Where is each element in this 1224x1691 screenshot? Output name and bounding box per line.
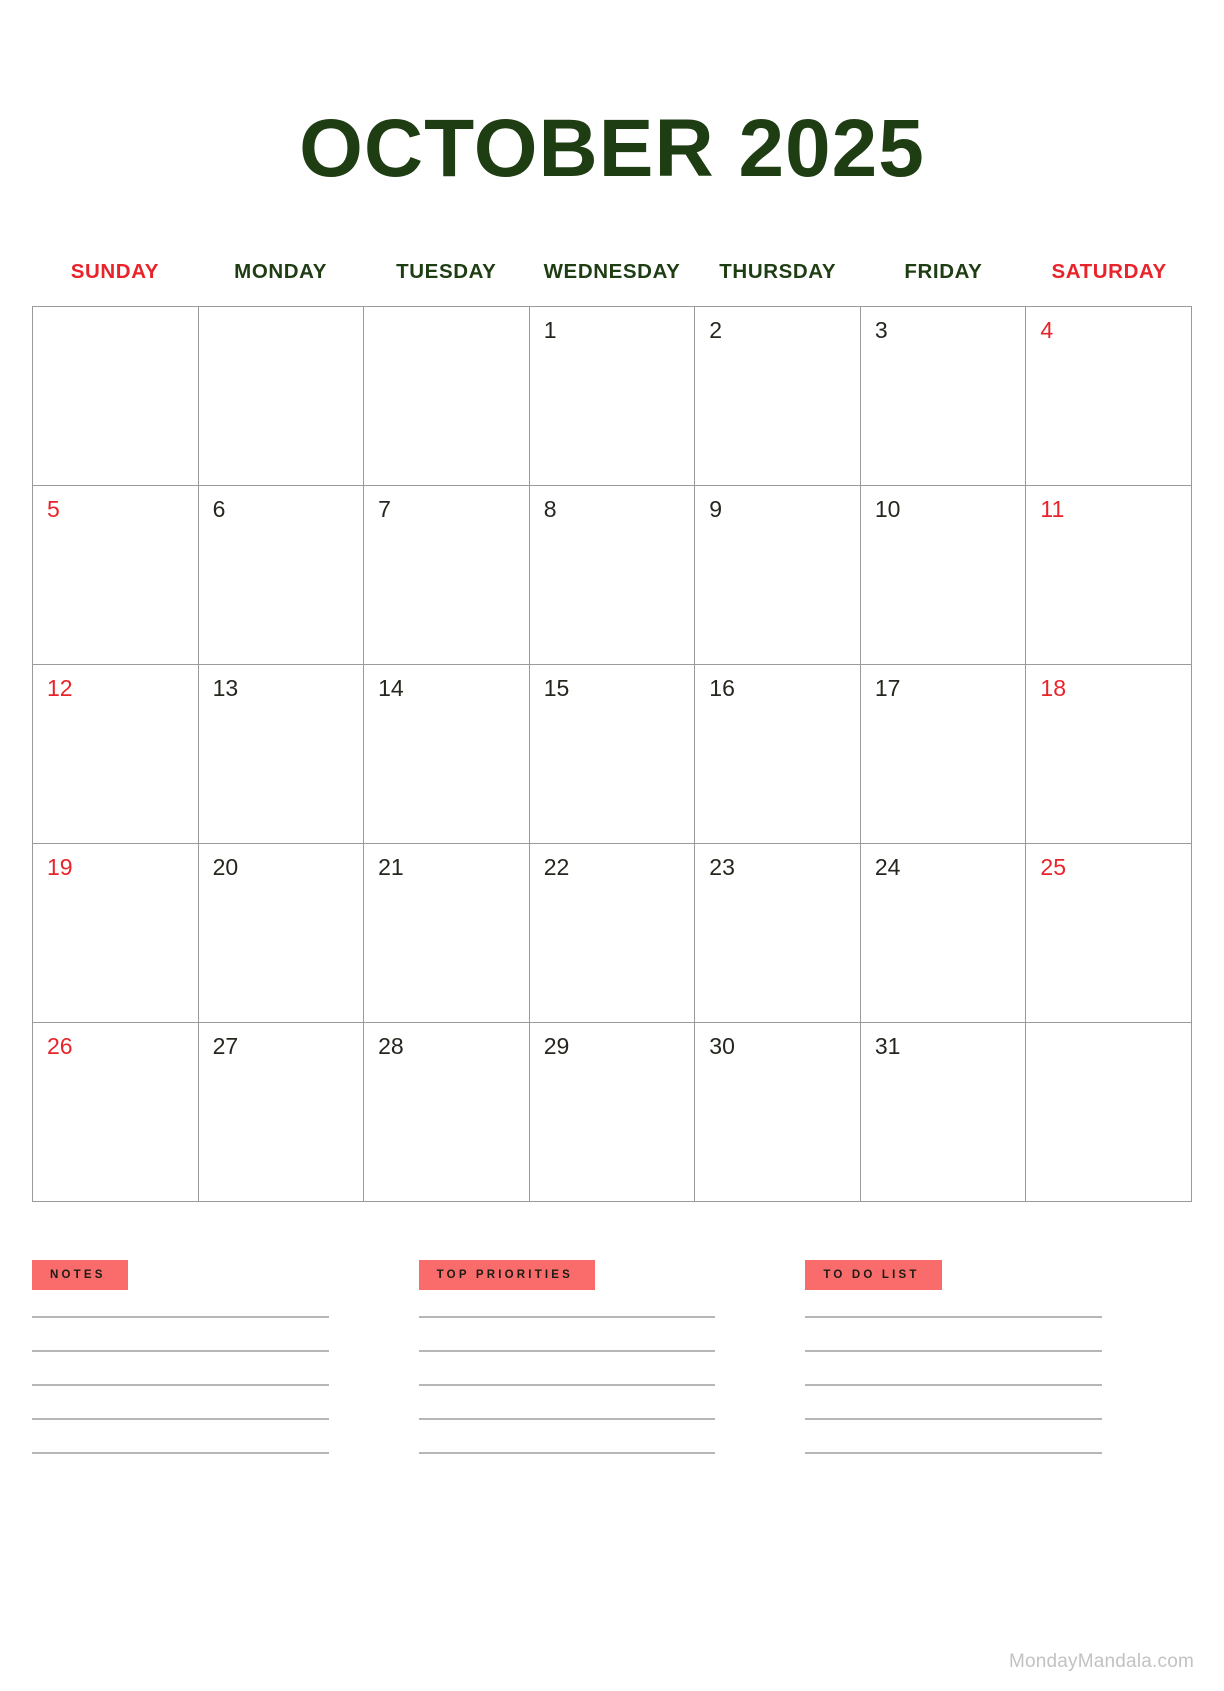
write-line[interactable] — [419, 1452, 716, 1454]
day-number: 21 — [378, 854, 404, 880]
day-number: 15 — [543, 675, 570, 701]
weekday-label-tuesday: TUESDAY — [396, 260, 497, 283]
calendar-cell-empty — [364, 307, 530, 486]
calendar-cell-day[interactable] — [530, 665, 696, 844]
day-number: 17 — [874, 675, 901, 701]
day-number: 11 — [1040, 496, 1065, 522]
day-number: 23 — [709, 854, 735, 880]
section-notes — [32, 1260, 419, 1454]
write-line[interactable] — [32, 1418, 329, 1420]
write-line[interactable] — [32, 1384, 329, 1386]
write-lines[interactable] — [419, 1316, 716, 1454]
day-number: 22 — [543, 854, 570, 880]
calendar-cell-day[interactable] — [199, 1023, 365, 1202]
day-number: 6 — [212, 496, 226, 522]
section-label: TOP PRIORITIES — [419, 1260, 595, 1290]
day-number: 9 — [709, 496, 723, 522]
calendar-cell-day[interactable] — [1026, 486, 1192, 665]
write-lines[interactable] — [805, 1316, 1102, 1454]
weekday-label-thursday: THURSDAY — [719, 260, 837, 283]
calendar-cell-day[interactable] — [530, 486, 696, 665]
bottom-sections — [32, 1260, 1192, 1454]
calendar-cell-empty — [33, 307, 199, 486]
calendar-cell-day[interactable] — [1026, 844, 1192, 1023]
day-number: 27 — [212, 1033, 239, 1059]
write-lines[interactable] — [32, 1316, 329, 1454]
write-line[interactable] — [419, 1350, 716, 1352]
day-number: 28 — [378, 1033, 404, 1059]
calendar-cell-day[interactable] — [861, 1023, 1027, 1202]
calendar-cell-empty — [1026, 1023, 1192, 1202]
day-number: 26 — [47, 1033, 73, 1059]
calendar-cell-day[interactable] — [530, 307, 696, 486]
calendar-cell-day[interactable] — [861, 844, 1027, 1023]
weekday-label-saturday: SATURDAY — [1051, 260, 1167, 283]
calendar-cell-day[interactable] — [695, 486, 861, 665]
write-line[interactable] — [419, 1316, 716, 1318]
calendar-grid-wrapper — [32, 306, 1192, 1202]
page-title: OCTOBER 2025 — [299, 103, 925, 194]
calendar-cell-day[interactable] — [364, 486, 530, 665]
day-number: 5 — [47, 496, 60, 522]
write-line[interactable] — [805, 1350, 1102, 1352]
day-number: 13 — [212, 675, 239, 701]
section-top-priorities — [419, 1260, 806, 1454]
write-line[interactable] — [805, 1316, 1102, 1318]
calendar-cell-day[interactable] — [199, 486, 365, 665]
calendar-cell-day[interactable] — [1026, 307, 1192, 486]
day-number: 10 — [874, 496, 901, 522]
day-number: 20 — [212, 854, 239, 880]
calendar-cell-day[interactable] — [33, 665, 199, 844]
calendar-cell-day[interactable] — [695, 844, 861, 1023]
write-line[interactable] — [419, 1384, 716, 1386]
write-line[interactable] — [32, 1350, 329, 1352]
section-label: NOTES — [32, 1260, 128, 1290]
calendar-cell-day[interactable] — [695, 665, 861, 844]
calendar-cell-day[interactable] — [695, 307, 861, 486]
calendar-cell-day[interactable] — [364, 1023, 530, 1202]
calendar-cell-day[interactable] — [530, 1023, 696, 1202]
calendar-cell-day[interactable] — [861, 307, 1027, 486]
weekday-label-sunday: SUNDAY — [70, 260, 159, 283]
calendar-cell-day[interactable] — [199, 844, 365, 1023]
section-label: TO DO LIST — [805, 1260, 941, 1290]
day-number: 3 — [874, 317, 888, 343]
day-number: 7 — [378, 496, 391, 522]
write-line[interactable] — [805, 1384, 1102, 1386]
day-number: 12 — [47, 675, 73, 701]
day-number: 18 — [1040, 675, 1067, 701]
calendar-cell-day[interactable] — [364, 844, 530, 1023]
calendar-cell-day[interactable] — [33, 1023, 199, 1202]
footer-watermark: MondayMandala.com — [1008, 1651, 1194, 1672]
write-line[interactable] — [32, 1452, 329, 1454]
day-number: 16 — [709, 675, 735, 701]
day-number: 2 — [709, 317, 723, 343]
calendar-cell-day[interactable] — [1026, 665, 1192, 844]
calendar-grid — [33, 307, 1192, 1202]
calendar-cell-day[interactable] — [861, 486, 1027, 665]
calendar-cell-day[interactable] — [364, 665, 530, 844]
day-number: 1 — [543, 317, 557, 343]
day-number: 14 — [378, 675, 404, 701]
weekday-label-wednesday: WEDNESDAY — [543, 260, 681, 283]
calendar-cell-day[interactable] — [33, 844, 199, 1023]
day-number: 25 — [1040, 854, 1067, 880]
write-line[interactable] — [805, 1452, 1102, 1454]
section-to-do-list — [805, 1260, 1192, 1454]
day-number: 29 — [543, 1033, 570, 1059]
day-number: 8 — [543, 496, 557, 522]
calendar-cell-day[interactable] — [33, 486, 199, 665]
write-line[interactable] — [805, 1418, 1102, 1420]
calendar-cell-day[interactable] — [861, 665, 1027, 844]
calendar-cell-day[interactable] — [199, 665, 365, 844]
day-number: 30 — [709, 1033, 735, 1059]
calendar-cell-day[interactable] — [530, 844, 696, 1023]
weekday-header-row — [32, 260, 1192, 284]
day-number: 4 — [1040, 317, 1054, 343]
weekday-label-monday: MONDAY — [234, 260, 327, 283]
day-number: 19 — [47, 854, 73, 880]
write-line[interactable] — [419, 1418, 716, 1420]
write-line[interactable] — [32, 1316, 329, 1318]
calendar-cell-day[interactable] — [695, 1023, 861, 1202]
calendar-page — [0, 103, 1224, 1691]
day-number: 31 — [874, 1033, 901, 1059]
day-number: 24 — [874, 854, 901, 880]
calendar-cell-empty — [199, 307, 365, 486]
weekday-label-friday: FRIDAY — [904, 260, 983, 283]
